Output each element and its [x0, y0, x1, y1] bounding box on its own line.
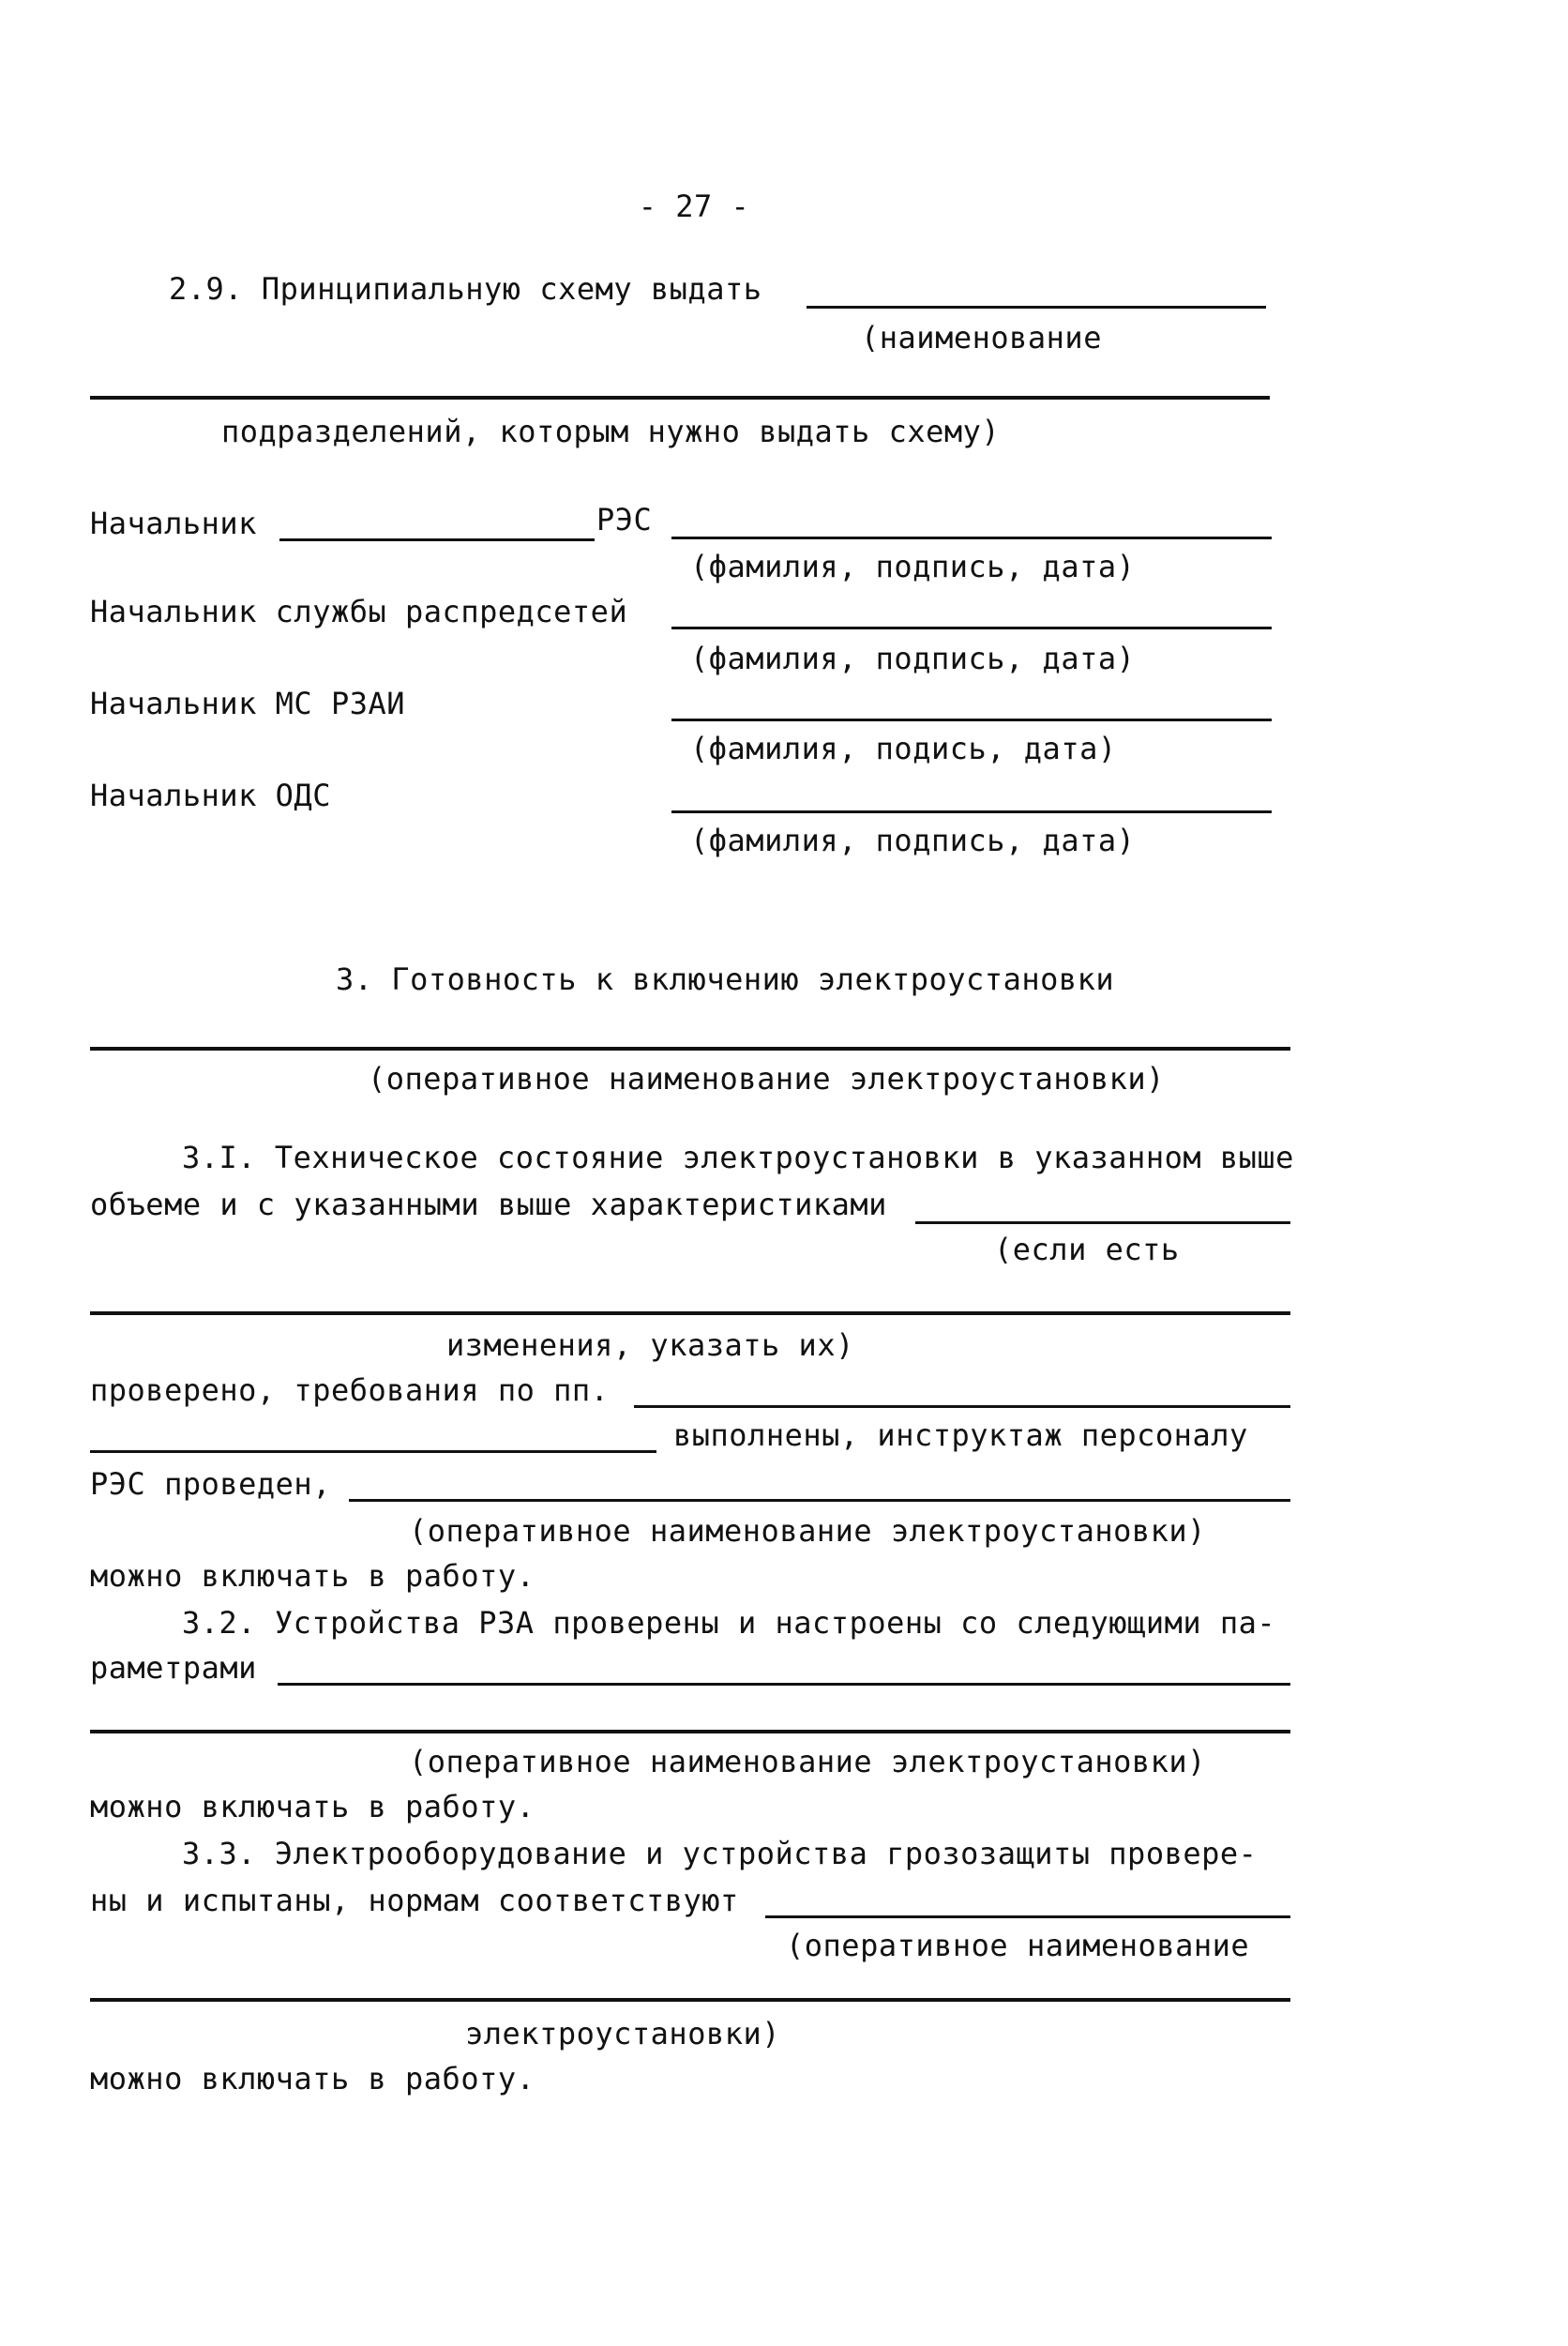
s32-line-1: 3.2. Устройства РЗА проверены и настроены со следующими па- — [182, 1605, 1276, 1641]
s32-may-switch: можно включать в работу. — [90, 1789, 535, 1824]
s31-res-done: РЭС проведен, — [90, 1466, 331, 1502]
signature-blank-res — [279, 538, 595, 541]
s31-line-2: объеме и с указанными выше характеристиками — [90, 1187, 887, 1222]
signature-line-2 — [671, 627, 1272, 629]
s31-blank-line-3 — [90, 1450, 656, 1453]
s31-caption-3: (оперативное наименование электроустановки) — [409, 1513, 1206, 1549]
s31-line-1: 3.I. Техническое состояние электроустановки в указанном выше — [182, 1140, 1294, 1175]
signature-line-3 — [671, 719, 1272, 721]
signature-line-1 — [671, 537, 1272, 539]
signature-label-2: Начальник службы распредсетей — [90, 594, 628, 629]
s33-may-switch: можно включать в работу. — [90, 2061, 535, 2096]
s31-caption-2: изменения, указать их) — [446, 1327, 854, 1363]
s29-caption-1: (наименование — [861, 320, 1102, 356]
s33-caption-2: электроустановки) — [465, 2016, 781, 2051]
s33-full-line — [90, 1998, 1290, 2002]
signature-label-3: Начальник МС РЗАИ — [90, 686, 406, 721]
s33-blank-line — [765, 1915, 1290, 1918]
s3-full-line — [90, 1047, 1290, 1051]
signature-caption-2: (фамилия, подпись, дата) — [690, 641, 1136, 676]
signature-label-1: Начальник — [90, 506, 257, 541]
s29-caption-2: подразделений, которым нужно выдать схему) — [221, 414, 1001, 449]
s31-blank-line-4 — [349, 1499, 1290, 1502]
s31-caption-1: (если есть — [994, 1232, 1180, 1267]
s31-blank-line-2 — [634, 1405, 1290, 1408]
s3-caption: (оперативное наименование электроустановки) — [368, 1061, 1165, 1097]
signature-label-4: Начальник ОДС — [90, 778, 331, 813]
s32-blank-line — [278, 1683, 1290, 1686]
s31-may-switch: можно включать в работу. — [90, 1558, 535, 1594]
s31-checked: проверено, требования по пп. — [90, 1372, 610, 1408]
signature-line-4 — [671, 810, 1272, 813]
signature-caption-4: (фамилия, подпись, дата) — [690, 823, 1136, 858]
s31-full-line-1 — [90, 1311, 1290, 1315]
s32-caption: (оперативное наименование электроустановки) — [409, 1744, 1206, 1779]
s32-full-line — [90, 1730, 1290, 1733]
s31-blank-line-1 — [915, 1221, 1290, 1224]
page-number: - 27 - — [638, 189, 750, 224]
s33-line-2: ны и испытаны, нормам соответствуют — [90, 1883, 739, 1918]
s29-full-line — [90, 396, 1270, 400]
s33-caption-1: (оперативное наименование — [786, 1928, 1250, 1963]
s32-line-2: раметрами — [90, 1650, 257, 1686]
signature-suffix-res: РЭС — [596, 502, 653, 537]
signature-caption-3: (фамилия, подись, дата) — [690, 731, 1117, 766]
s29-blank-line — [807, 306, 1266, 309]
signature-caption-1: (фамилия, подпись, дата) — [690, 549, 1136, 584]
s31-fulfilled: выполнены, инструктаж персоналу — [673, 1417, 1248, 1453]
section-3-heading: 3. Готовность к включению электроустановки — [336, 961, 1115, 997]
s29-lead: 2.9. Принципиальную схему выдать — [169, 271, 762, 307]
s33-line-1: 3.3. Электрооборудование и устройства грозозащиты провере- — [182, 1836, 1258, 1871]
